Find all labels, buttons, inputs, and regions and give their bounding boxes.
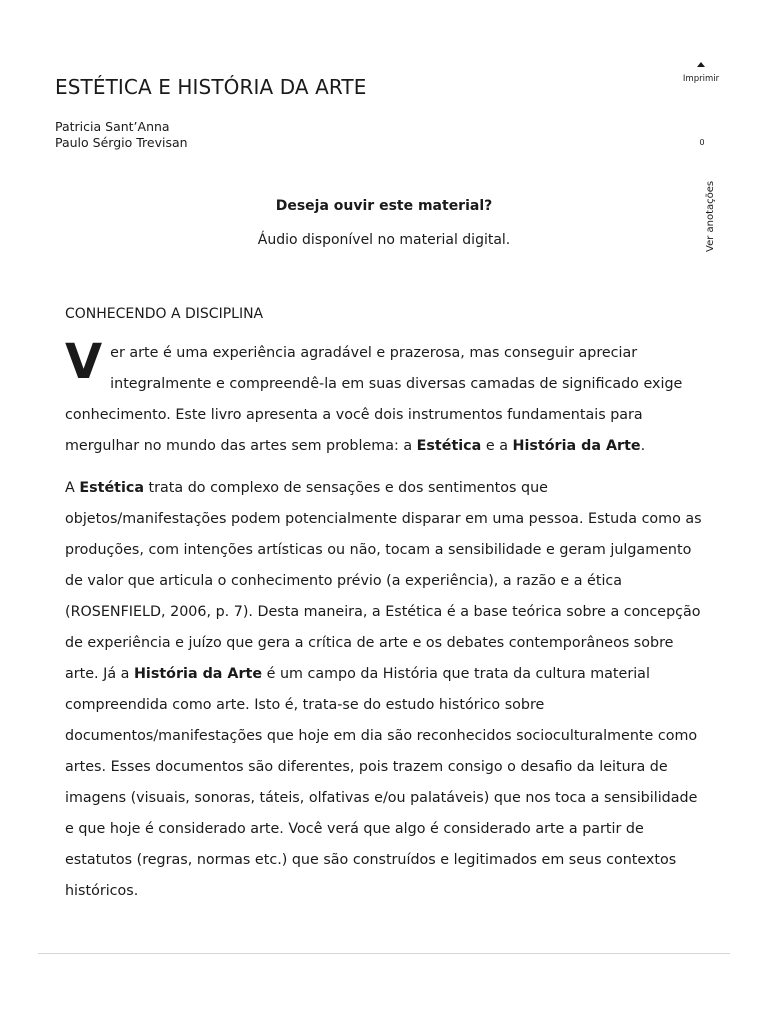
audio-question: Deseja ouvir este material?	[275, 198, 493, 214]
paragraph	[65, 334, 705, 462]
paragraph	[65, 473, 705, 907]
author-name: Paulo Sérgio Trevisan	[55, 135, 188, 150]
audio-notice	[0, 198, 768, 248]
section-heading: CONHECENDO A DISCIPLINA	[65, 306, 264, 322]
drop-cap: V	[65, 334, 103, 390]
text-run: er arte é uma experiência agradável e prazerosa, mas conseguir apreciar integralmente e compreendê-la em suas diversas camadas de significado exige conhecimento. Este livro apresenta a você dois instrumentos fundamentais para mergulhar no mundo das artes sem problema: a	[65, 345, 683, 454]
bold-term: História da Arte	[512, 438, 641, 454]
bold-term: História da Arte	[133, 666, 263, 682]
bold-term: Estética	[79, 480, 144, 496]
body-text	[65, 334, 705, 907]
audio-info: Áudio disponível no material digital.	[257, 232, 511, 248]
text-run: e a	[481, 438, 513, 454]
text-run: trata do complexo de sensações e dos sentimentos que objetos/manifestações podem potencialmente disparar em uma pessoa. Estuda como as produções, com intenções artísticas ou não, tocam a sensibilidade e geram julgamento de valor que articula o conhecimento prévio (a experiência), a razão e a ética (ROSENFIELD, 2006, p. 7). Desta maneira, a Estética é a base teórica sobre a concepção de experiência e juízo que gera a crítica de arte e os debates contemporâneos sobre arte. Já a	[65, 480, 702, 682]
print-button[interactable]	[675, 62, 727, 84]
text-run: é um campo da História que trata da cultura material compreendida como arte. Isto é, trata-se do estudo histórico sobre documentos/manifestações que hoje em dia são reconhecidos socioculturalmente como artes. Esses documentos são diferentes, pois trazem consigo o desafio da leitura de imagens (visuais, sonoras, táteis, olfativas e/ou palatáveis) que nos toca a sensibilidade e que hoje é considerado arte. Você verá que algo é considerado arte a partir de estatutos (regras, normas etc.) que são construídos e legitimados em seus contextos históricos.	[65, 666, 698, 899]
page-title: ESTÉTICA E HISTÓRIA DA ARTE	[55, 75, 367, 99]
author-name: Patricia Sant’Anna	[55, 119, 170, 134]
bold-term: Estética	[416, 438, 482, 454]
text-run: .	[640, 438, 646, 454]
print-label: Imprimir	[682, 74, 720, 84]
annotations-count: 0	[699, 138, 705, 147]
up-arrow-icon	[697, 62, 705, 67]
text-run: A	[65, 480, 80, 496]
authors	[55, 119, 188, 151]
divider	[38, 953, 730, 954]
view-annotations-button[interactable]: Ver anotações	[705, 180, 716, 252]
